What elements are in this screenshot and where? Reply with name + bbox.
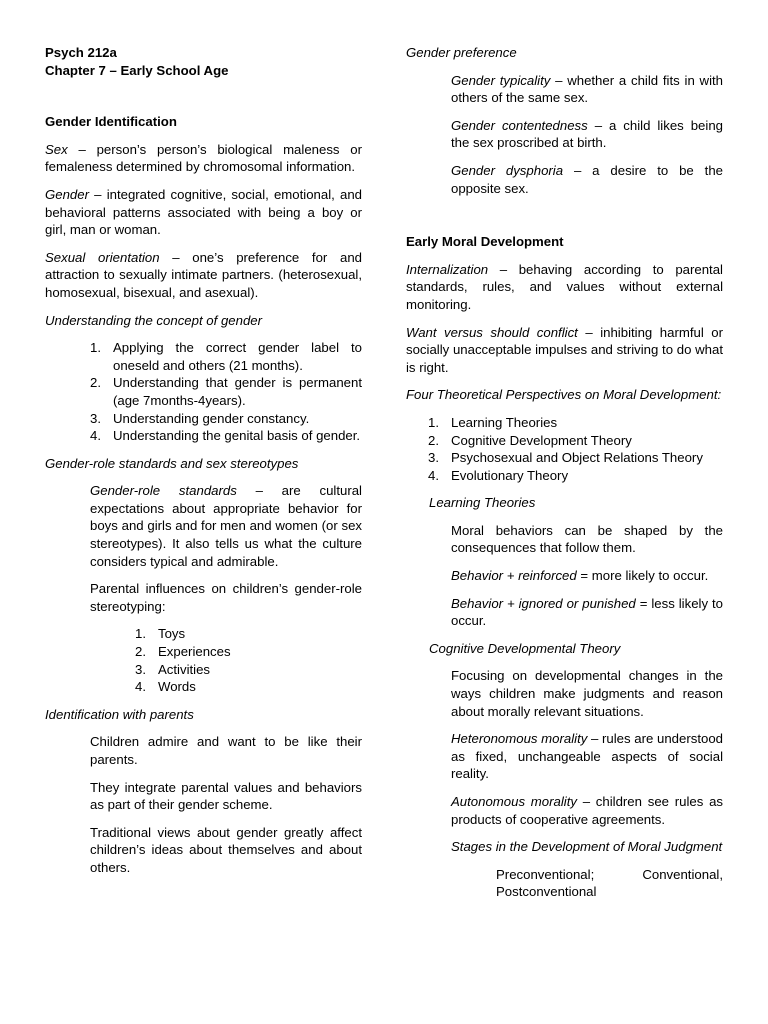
autonomous-definition: Autonomous morality – children see rules as products of cooperative agreements. [451,794,723,827]
gender-role-block [90,482,362,696]
parental-influences-text: Parental influences on children’s gender-role stereotyping: [90,581,362,614]
stages-text: Preconventional; Conventional, Postconventional [496,866,723,900]
identification-paragraph: Traditional views about gender greatly affect children’s ideas about themselves and about others. [90,824,362,875]
gender-role-standards-heading: Gender-role standards and sex stereotypes [45,455,299,471]
identification-paragraph: They integrate parental values and behaviors as part of their gender scheme. [90,779,362,813]
identification-with-parents-heading: Identification with parents [45,706,194,722]
sexual-orientation-definition: Sexual orientation – one’s preference for and attraction to sexually intimate partners. (heterosexual, homosexual, bisexual, and asexual). [45,249,362,300]
gender-typicality-definition: Gender typicality – whether a child fits in with others of the same sex. [451,72,724,106]
list-item: 4. Evolutionary Theory [428,467,569,483]
want-should-definition: Want versus should conflict – inhibiting harmful or socially unacceptable impulses and striving to do what is right. [406,324,723,375]
list-item: 4. Words [135,679,196,695]
list-item: 3. Activities [135,661,211,677]
reinforced-text: Behavior + reinforced = more likely to occur. [451,568,709,584]
cognitive-paragraph: Focusing on developmental changes in the ways children make judgments and reason about morally relevant situations. [451,668,723,719]
list-item: 1. Applying the correct gender label to oneseld and others (21 months). [90,340,362,373]
gender-preference-heading: Gender preference [406,45,517,60]
concept-of-gender-heading: Understanding the concept of gender [45,312,263,328]
list-item: 3. Psychosexual and Object Relations Theory [428,450,703,466]
list-item: 1. Toys [135,626,186,642]
early-moral-development-heading: Early Moral Development [406,234,564,250]
theoretical-perspectives-list [428,414,723,484]
learning-theories-block [451,522,723,630]
right-column [406,44,723,901]
gender-role-standards-definition: Gender-role standards – are cultural expectations about appropriate behavior for boys and girls and for men and women (or sex stereotypes). It also tells us what the culture considers typical and admirable. [90,483,362,569]
sex-definition: Sex – person’s person’s biological maleness or femaleness determined by chromosomal information. [45,141,362,175]
gender-preference-block [451,72,723,198]
learning-theories-heading: Learning Theories [429,495,536,511]
stages-heading: Stages in the Development of Moral Judgment [451,839,723,855]
identification-paragraph: Children admire and want to be like their parents. [90,734,362,767]
left-column [45,44,362,877]
heteronomous-definition: Heteronomous morality – rules are understood as fixed, unchangeable aspects of social reality. [451,731,724,782]
cognitive-developmental-heading: Cognitive Developmental Theory [429,640,621,656]
cognitive-developmental-block [451,667,723,901]
course-title: Psych 212a [45,45,117,60]
list-item: 2. Understanding that gender is permanent (age 7months-4years). [90,375,362,408]
punished-text: Behavior + ignored or punished = less likely to occur. [451,595,723,629]
gender-definition: Gender – integrated cognitive, social, emotional, and behavioral patterns associated with being a boy or girl, man or woman. [45,186,362,238]
parental-influences-list [135,625,362,695]
internalization-definition: Internalization – behaving according to parental standards, rules, and values without external monitoring. [406,261,723,312]
gender-identification-heading: Gender Identification [45,114,177,130]
list-item: 1. Learning Theories [428,414,558,430]
concept-of-gender-list [90,339,362,445]
chapter-title: Chapter 7 – Early School Age [45,62,229,78]
list-item: 2. Cognitive Development Theory [428,432,632,448]
list-item: 4. Understanding the genital basis of gender. [90,428,361,444]
theoretical-perspectives-heading: Four Theoretical Perspectives on Moral Development: [406,387,722,403]
gender-contentedness-definition: Gender contentedness – a child likes being the sex proscribed at birth. [451,117,723,151]
gender-dysphoria-definition: Gender dysphoria – a desire to be the opposite sex. [451,162,723,196]
learning-paragraph: Moral behaviors can be shaped by the consequences that follow them. [451,522,723,556]
identification-block [90,733,362,876]
list-item: 2. Experiences [135,644,231,660]
list-item: 3. Understanding gender constancy. [90,410,310,426]
